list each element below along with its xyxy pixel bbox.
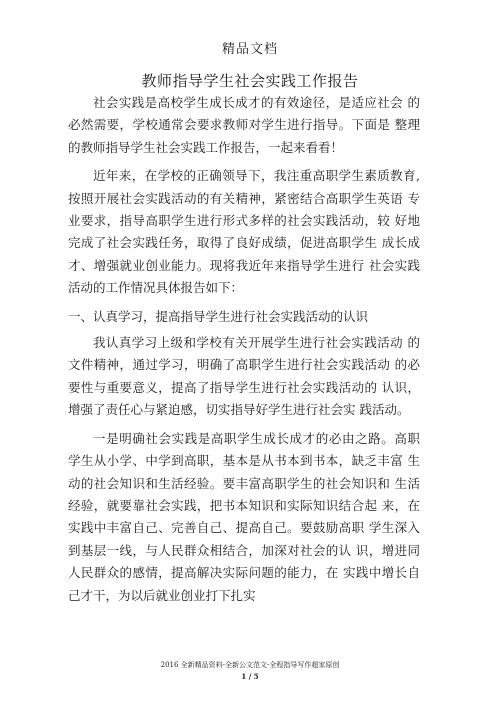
document-title: 教师指导学生社会实践工作报告 [141, 72, 359, 90]
paragraph-intro: 社会实践是高校学生成长成才的有效途径，是适应社会 的必然需要，学校通常会要求教师对学生进行指导。下面是 整理的教师指导学生社会实践工作报告，一起来看看！ [68, 95, 420, 155]
footer-text: 2016 全新精品资料-全新公文范文-全程指导写作超家原创 [160, 661, 340, 669]
paragraph-study: 我认真学习上级和学校有关开展学生进行社会实践活动 的文件精神，通过学习，明确了高职学生进行社会实践活动 的必要性与重要意义，提高了指导学生进行社会实践活动的 认识，增强了责任心与紧迫感，切实指导好学生进行社会实 践活动。 [68, 335, 420, 418]
paragraph-overview: 近年来，在学校的正确领导下，我注重高职学生素质教育, 按照开展社会实践活动的有关精神，紧密结合高职学生英语 专业要求，指导高职学生进行形式多样的社会实践活动，较 好地完成了社会实践任务，取得了良好成绩，促进高职学生 成长成才、增强就业创业能力。现将我近年来指导学生进行 社会实践活动的工作情况具体报告如下： [68, 168, 420, 296]
header-mark: 精品文档 [221, 42, 278, 57]
paragraph-point-one: 一是明确社会实践是高职学生成长成才的必由之路。高职 学生从小学、中学到高职，基本是从书本到书本，缺乏丰富 生动的社会知识和生活经验。要丰富高职学生的社会知识和 生活经验，就要靠社会实践，把书本知识和实际知识结合起 来，在实践中丰富自己、完善自己、提高自己。要鼓励高职 学生深入到基层一线，与人民群众相结合，加深对社会的认 识，增进同人民群众的感情，提高解决实际问题的能力，在 实践中增长自己才干，为以后就业创业打下扎实 [68, 430, 420, 603]
section-heading-1: 一、认真学习，提高指导学生进行社会实践活动的认识 [68, 308, 369, 324]
document-body [68, 92, 420, 613]
page-number: 1 / 5 [241, 672, 259, 681]
